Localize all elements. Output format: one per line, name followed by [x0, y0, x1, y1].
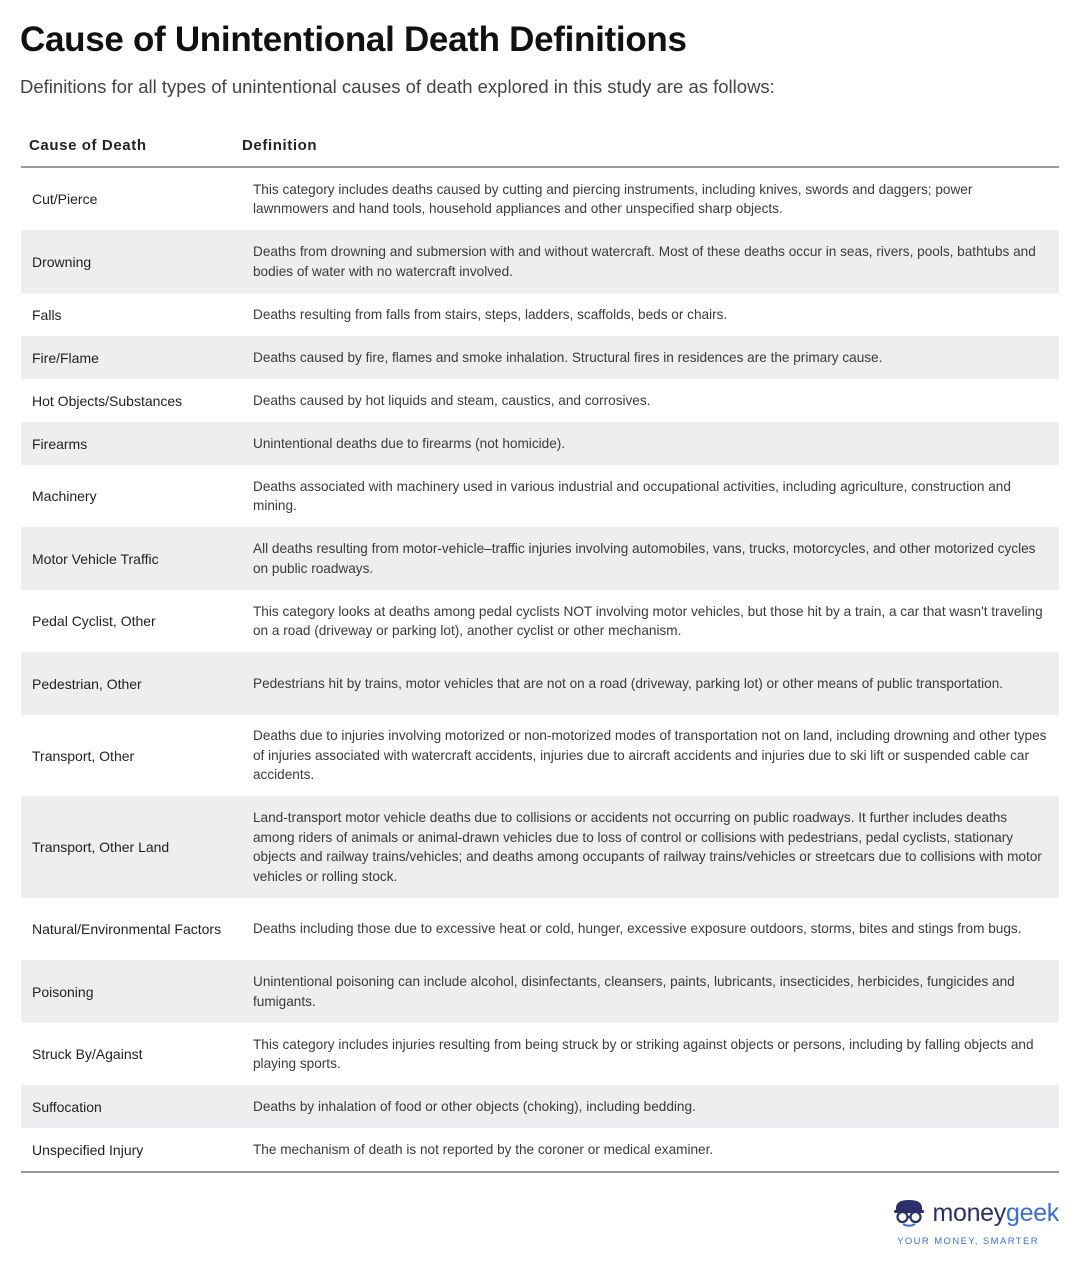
- definition-cell: This category includes injuries resulting from being struck by or striking against objects or persons, including by falling objects and playing sports.: [253, 1036, 1034, 1071]
- column-header-cause: Cause of Death: [29, 136, 147, 154]
- table-row: [21, 168, 1059, 230]
- column-header-definition: Definition: [242, 136, 318, 154]
- definition-cell: The mechanism of death is not reported by the coroner or medical examiner.: [253, 1141, 714, 1157]
- logo-tagline: YOUR MONEY, SMARTER: [897, 1236, 1039, 1247]
- cause-cell: Poisoning: [32, 983, 94, 1000]
- definition-cell: Deaths by inhalation of food or other objects (choking), including bedding.: [253, 1098, 696, 1114]
- cause-cell: Cut/Pierce: [32, 191, 98, 207]
- logo-word-money: money: [932, 1199, 1006, 1227]
- table-row: [21, 293, 1059, 336]
- table-row: [21, 465, 1059, 527]
- table-row: [21, 1085, 1059, 1128]
- definition-cell: Deaths resulting from falls from stairs, steps, ladders, scaffolds, beds or chairs.: [253, 306, 728, 322]
- definition-cell: Deaths from drowning and submersion with and without watercraft. Most of these deaths occur in seas, rivers, pools, bathtubs and bodies of water with no watercraft involved.: [253, 244, 1036, 279]
- table-row: [21, 898, 1059, 960]
- cause-cell: Hot Objects/Substances: [32, 392, 183, 409]
- cause-cell: Struck By/Against: [32, 1046, 143, 1062]
- cause-cell: Pedal Cyclist, Other: [32, 613, 156, 629]
- cause-cell: Transport, Other Land: [32, 839, 170, 855]
- logo-word-geek: geek: [1005, 1199, 1059, 1227]
- cause-cell: Fire/Flame: [32, 349, 99, 366]
- table-row: [21, 590, 1059, 652]
- table-row: [21, 379, 1059, 422]
- table-row: [21, 652, 1059, 715]
- definition-cell: Land-transport motor vehicle deaths due to collisions or accidents not occurring on public roadways. It further includes deaths among riders of animals or animal-drawn vehicles due to loss of control or collisions with pedestrians, pedal cyclists, stationary objects and railway trains/vehicles; and deaths among occupants of railway trains/vehicles or streetcars due to collisions with motor vehicles or rolling stock.: [253, 810, 1042, 884]
- definition-cell: Pedestrians hit by trains, motor vehicles that are not on a road (driveway, parking lot) or other means of public transportation.: [253, 675, 1004, 691]
- definition-cell: Deaths associated with machinery used in various industrial and occupational activities, including agriculture, construction and mining.: [253, 478, 1011, 513]
- cause-cell: Drowning: [32, 253, 92, 270]
- definition-cell: Deaths caused by fire, flames and smoke inhalation. Structural fires in residences are the primary cause.: [253, 349, 883, 365]
- logo-row: [892, 1198, 1059, 1228]
- table-row: [21, 336, 1059, 379]
- table-row: [21, 715, 1059, 796]
- definition-cell: Unintentional poisoning can include alcohol, disinfectants, cleansers, paints, lubricants, insecticides, herbicides, fungicides and fumigants.: [253, 974, 1015, 1009]
- definition-cell: Deaths including those due to excessive heat or cold, hunger, excessive exposure outdoors, storms, bites and stings from bugs.: [253, 921, 1022, 937]
- table-row: [21, 230, 1059, 293]
- geek-face-glasses-icon: [892, 1198, 926, 1228]
- definition-cell: Unintentional deaths due to firearms (not homicide).: [253, 435, 566, 451]
- table-body: [21, 168, 1059, 1173]
- table-row: [21, 422, 1059, 465]
- page-subtitle: Definitions for all types of unintentional causes of death explored in this study are as follows:: [20, 76, 775, 97]
- definition-cell: This category looks at deaths among pedal cyclists NOT involving motor vehicles, but those hit by a train, a car that wasn't traveling on a road (driveway or parking lot), another cyclist or other mechanism.: [253, 603, 1043, 638]
- cause-cell: Motor Vehicle Traffic: [32, 550, 159, 567]
- cause-cell: Unspecified Injury: [32, 1141, 144, 1158]
- definition-cell: Deaths due to injuries involving motorized or non-motorized modes of transportation not on land, including drowning and other types of injuries associated with watercraft accidents, injuries due to aircraft accidents and injuries due to ski lift or suspended cable car accidents.: [253, 728, 1047, 783]
- table-row: [21, 796, 1059, 898]
- definitions-table: [21, 124, 1059, 1173]
- cause-cell: Suffocation: [32, 1098, 102, 1115]
- page-title: Cause of Unintentional Death Definitions: [20, 20, 687, 59]
- definition-cell: All deaths resulting from motor-vehicle–traffic injuries involving automobiles, vans, trucks, motorcycles, and other motorized cycles on public roadways.: [253, 541, 1036, 576]
- table-row: [21, 960, 1059, 1023]
- cause-cell: Transport, Other: [32, 747, 135, 764]
- definition-cell: Deaths caused by hot liquids and steam, caustics, and corrosives.: [253, 392, 651, 408]
- cause-cell: Pedestrian, Other: [32, 675, 142, 692]
- cause-cell: Firearms: [32, 435, 88, 452]
- table-row: [21, 1023, 1059, 1085]
- logo-wordmark: [932, 1198, 1059, 1228]
- cause-cell: Machinery: [32, 488, 97, 504]
- moneygeek-logo: [889, 1198, 1059, 1248]
- table-header: [21, 124, 1059, 168]
- cause-cell: Falls: [32, 306, 62, 323]
- table-row: [21, 1128, 1059, 1171]
- table-row: [21, 527, 1059, 590]
- definition-cell: This category includes deaths caused by cutting and piercing instruments, including knives, swords and daggers; power lawnmowers and hand tools, household appliances and other unspecified sharp objects.: [253, 181, 973, 216]
- cause-cell: Natural/Environmental Factors: [32, 921, 222, 937]
